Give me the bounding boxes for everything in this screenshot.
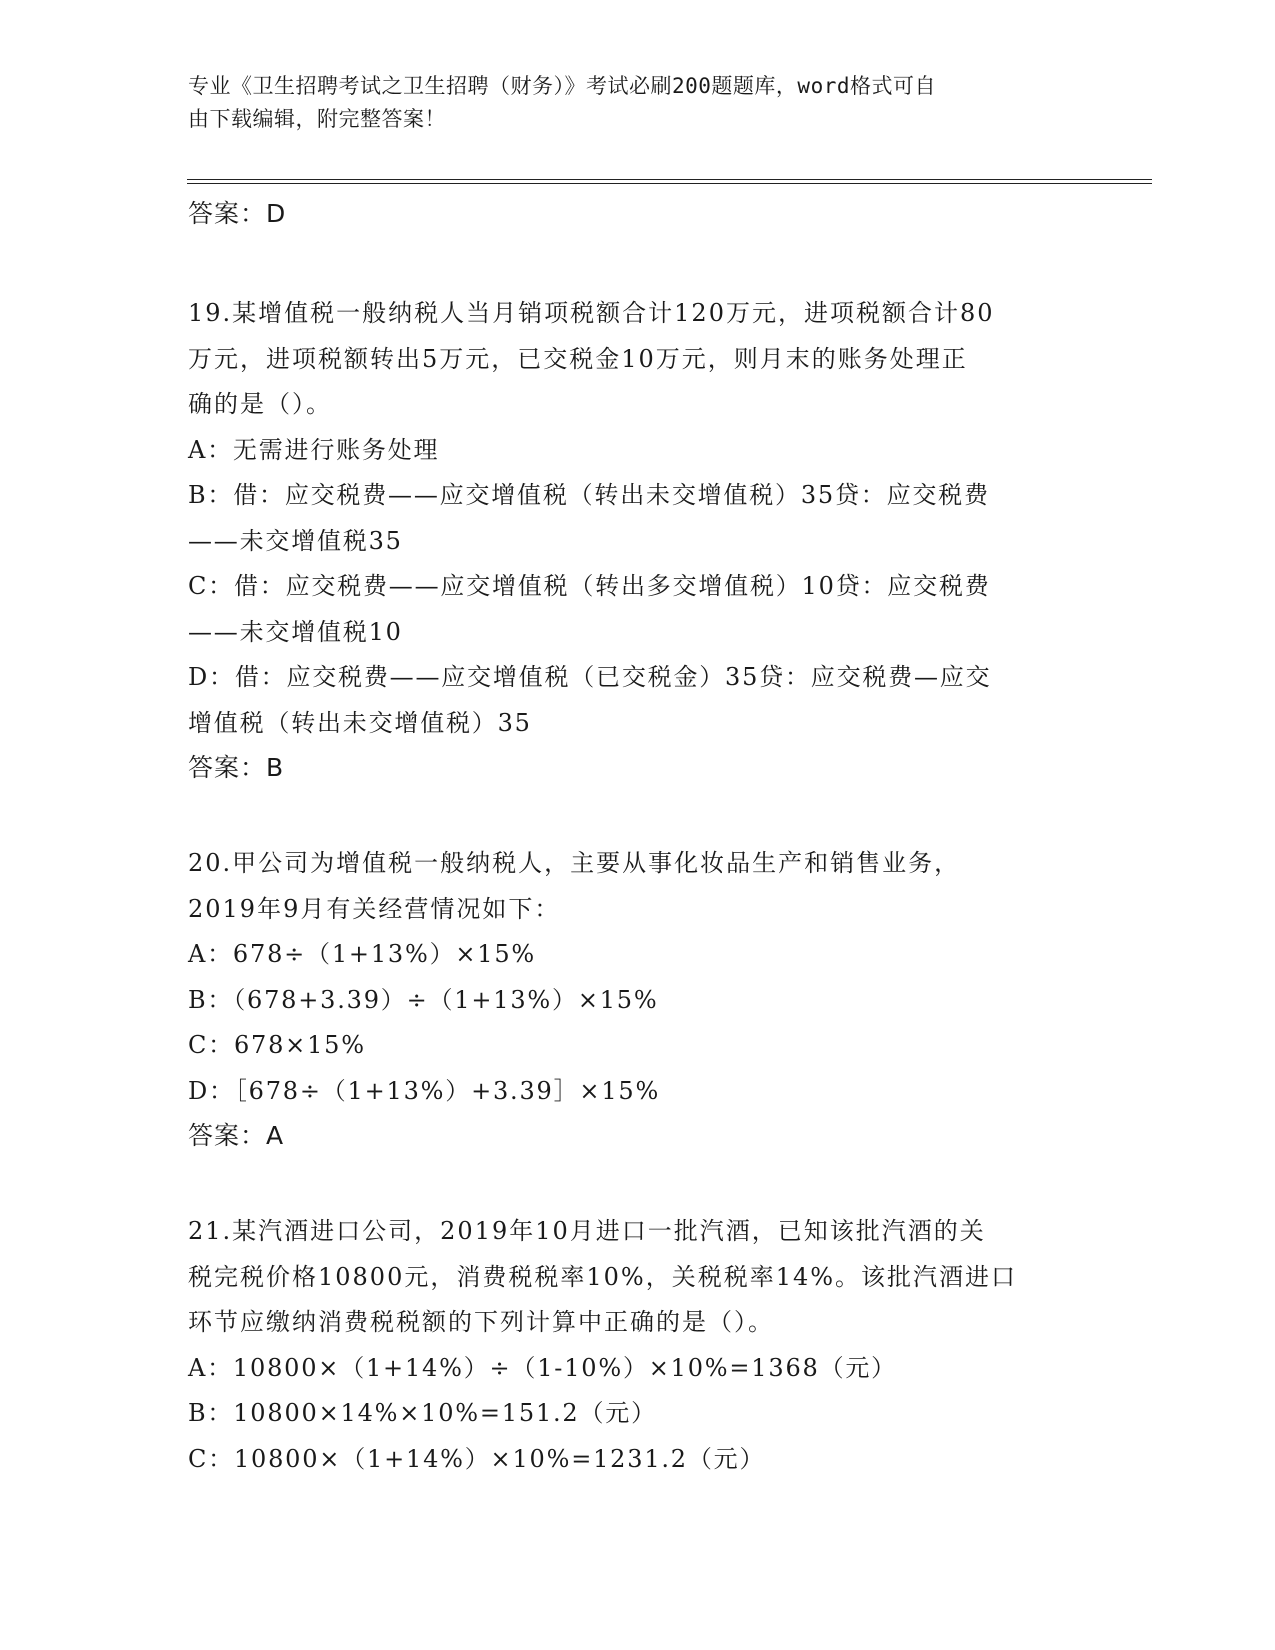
question-text-line: 环节应缴纳消费税税额的下列计算中正确的是（）。 bbox=[188, 1308, 774, 1336]
header-line-1: 专业《卫生招聘考试之卫生招聘（财务）》考试必刷200题题库，word格式可自 bbox=[188, 74, 936, 98]
option-a: A：10800×（1+14%）÷（1-10%）×10%=1368（元） bbox=[188, 1353, 897, 1382]
header-divider-bottom bbox=[187, 183, 1152, 184]
question-text-line: 19.某增值税一般纳税人当月销项税额合计120万元，进项税额合计80 bbox=[188, 299, 995, 327]
page-header bbox=[188, 70, 1068, 136]
header-divider-top bbox=[187, 179, 1152, 180]
question-21 bbox=[188, 1209, 1088, 1482]
question-text-line: 万元，进项税额转出5万元，已交税金10万元，则月末的账务处理正 bbox=[188, 344, 968, 373]
option-c: C：10800×（1+14%）×10%=1231.2（元） bbox=[188, 1444, 766, 1473]
question-text-line: 税完税价格10800元，消费税税率10%，关税税率14%。该批汽酒进口 bbox=[188, 1262, 1018, 1291]
option-c-continued: ——未交增值税10 bbox=[188, 617, 403, 646]
option-a: A：无需进行账务处理 bbox=[188, 435, 440, 464]
option-d: D：［678÷（1+13%）+3.39］×15% bbox=[188, 1076, 661, 1105]
question-text-line: 21.某汽酒进口公司，2019年10月进口一批汽酒，已知该批汽酒的关 bbox=[188, 1217, 986, 1245]
option-b: B：借：应交税费——应交增值税（转出未交增值税）35贷：应交税费 bbox=[188, 481, 990, 509]
question-list bbox=[188, 192, 1088, 1482]
answer: 答案：B bbox=[188, 753, 285, 782]
option-b: B：（678+3.39）÷（1+13%）×15% bbox=[188, 985, 659, 1014]
option-b: B：10800×14%×10%=151.2（元） bbox=[188, 1399, 657, 1427]
question-text-line: 20.甲公司为增值税一般纳税人，主要从事化妆品生产和销售业务， bbox=[188, 849, 961, 877]
option-c: C：678×15% bbox=[188, 1031, 366, 1059]
option-b-continued: ——未交增值税35 bbox=[188, 526, 403, 555]
header-line-2: 由下载编辑，附完整答案！ bbox=[188, 107, 446, 131]
answer: 答案：A bbox=[188, 1121, 285, 1150]
question-19 bbox=[188, 291, 1088, 789]
option-d: D：借：应交税费——应交增值税（已交税金）35贷：应交税费—应交 bbox=[188, 663, 992, 691]
previous-answer: 答案：D bbox=[188, 199, 287, 228]
option-d-continued: 增值税（转出未交增值税）35 bbox=[188, 708, 532, 737]
option-a: A：678÷（1+13%）×15% bbox=[188, 940, 537, 968]
question-text-line: 确的是（）。 bbox=[188, 390, 332, 418]
option-c: C：借：应交税费——应交增值税（转出多交增值税）10贷：应交税费 bbox=[188, 572, 991, 600]
question-text-line: 2019年9月有关经营情况如下： bbox=[188, 894, 561, 923]
question-20 bbox=[188, 841, 1088, 1157]
